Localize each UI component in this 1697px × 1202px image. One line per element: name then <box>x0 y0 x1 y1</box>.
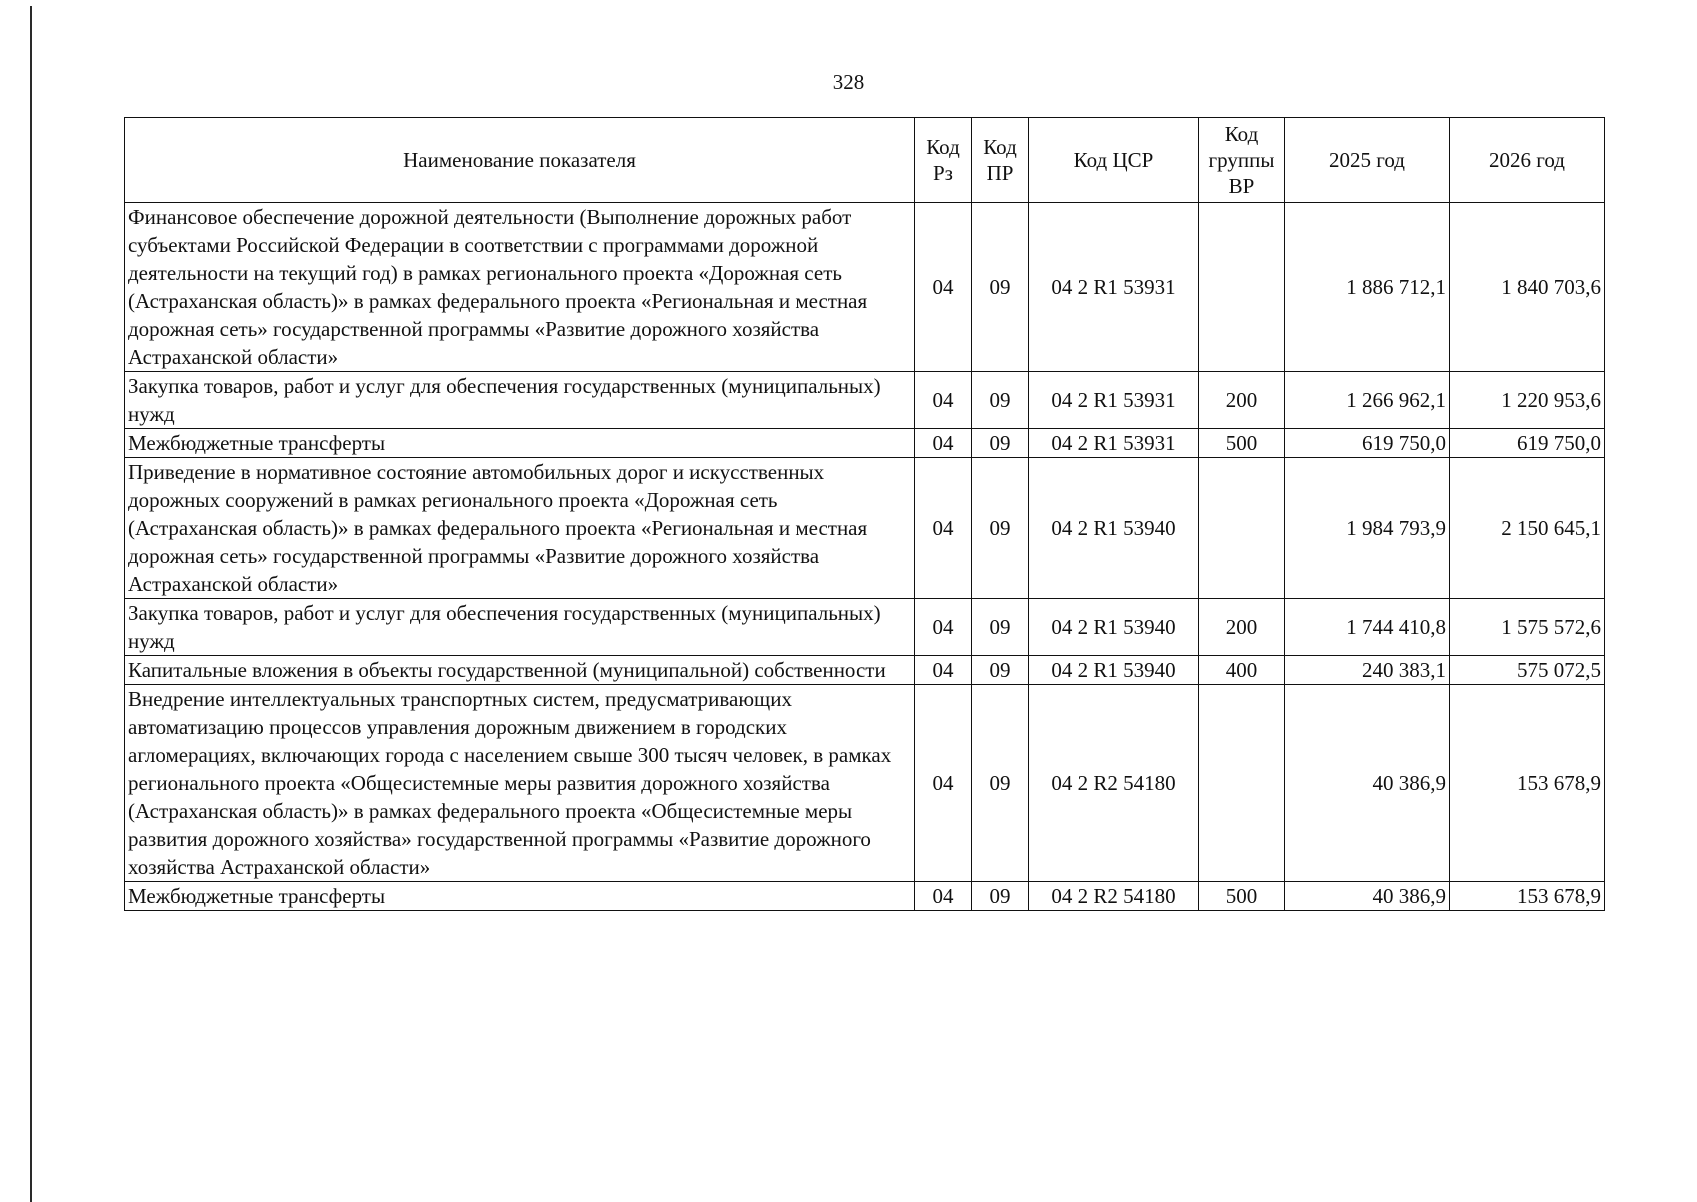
cell-csr: 04 2 R1 53931 <box>1029 203 1199 372</box>
cell-rz: 04 <box>915 882 972 911</box>
header-vr: Код группы ВР <box>1199 118 1285 203</box>
cell-name: Межбюджетные трансферты <box>125 429 915 458</box>
cell-2026: 1 575 572,6 <box>1450 599 1605 656</box>
cell-csr: 04 2 R1 53931 <box>1029 429 1199 458</box>
cell-csr: 04 2 R1 53940 <box>1029 599 1199 656</box>
cell-pr: 09 <box>972 203 1029 372</box>
table-row <box>125 203 1605 372</box>
cell-2025: 1 984 793,9 <box>1285 458 1450 599</box>
table-row <box>125 372 1605 429</box>
cell-rz: 04 <box>915 429 972 458</box>
table-header-row <box>125 118 1605 203</box>
cell-2026: 575 072,5 <box>1450 656 1605 685</box>
cell-csr: 04 2 R2 54180 <box>1029 685 1199 882</box>
cell-pr: 09 <box>972 599 1029 656</box>
cell-name: Закупка товаров, работ и услуг для обеспечения государственных (муниципальных) нужд <box>125 599 915 656</box>
cell-name: Приведение в нормативное состояние автомобильных дорог и искусственных дорожных сооружений в рамках регионального проекта «Дорожная сеть (Астраханская область)» в рамках федерального проекта «Региональная и местная дорожная сеть» государственной программы «Развитие дорожного хозяйства Астраханской области» <box>125 458 915 599</box>
cell-pr: 09 <box>972 429 1029 458</box>
cell-vr: 500 <box>1199 882 1285 911</box>
cell-2026: 153 678,9 <box>1450 882 1605 911</box>
cell-name: Закупка товаров, работ и услуг для обеспечения государственных (муниципальных) нужд <box>125 372 915 429</box>
cell-2025: 1 744 410,8 <box>1285 599 1450 656</box>
page-number: 328 <box>832 70 865 94</box>
cell-vr: 200 <box>1199 599 1285 656</box>
scan-edge-line <box>30 6 32 1202</box>
cell-2025: 240 383,1 <box>1285 656 1450 685</box>
cell-pr: 09 <box>972 882 1029 911</box>
cell-vr: 500 <box>1199 429 1285 458</box>
cell-2026: 153 678,9 <box>1450 685 1605 882</box>
cell-rz: 04 <box>915 685 972 882</box>
cell-csr: 04 2 R1 53931 <box>1029 372 1199 429</box>
table-row <box>125 429 1605 458</box>
cell-2025: 40 386,9 <box>1285 882 1450 911</box>
cell-rz: 04 <box>915 372 972 429</box>
cell-name: Межбюджетные трансферты <box>125 882 915 911</box>
cell-vr: 400 <box>1199 656 1285 685</box>
table-row <box>125 656 1605 685</box>
table-row <box>125 882 1605 911</box>
cell-pr: 09 <box>972 372 1029 429</box>
cell-2025: 1 886 712,1 <box>1285 203 1450 372</box>
cell-2025: 1 266 962,1 <box>1285 372 1450 429</box>
cell-name: Финансовое обеспечение дорожной деятельности (Выполнение дорожных работ субъектами Российской Федерации в соответствии с программами дорожной деятельности на текущий год) в рамках регионального проекта «Дорожная сеть (Астраханская область)» в рамках федерального проекта «Региональная и местная дорожная сеть» государственной программы «Развитие дорожного хозяйства Астраханской области» <box>125 203 915 372</box>
cell-pr: 09 <box>972 458 1029 599</box>
header-pr: Код ПР <box>972 118 1029 203</box>
cell-vr <box>1199 458 1285 599</box>
cell-vr <box>1199 203 1285 372</box>
budget-table <box>124 117 1605 911</box>
cell-2026: 2 150 645,1 <box>1450 458 1605 599</box>
cell-2026: 1 840 703,6 <box>1450 203 1605 372</box>
cell-name: Внедрение интеллектуальных транспортных систем, предусматривающих автоматизацию процессов управления дорожным движением в городских агломерациях, включающих города с населением свыше 300 тысяч человек, в рамках регионального проекта «Общесистемные меры развития дорожного хозяйства (Астраханская область)» в рамках федерального проекта «Общесистемные меры развития дорожного хозяйства» государственной программы «Развитие дорожного хозяйства Астраханской области» <box>125 685 915 882</box>
cell-vr <box>1199 685 1285 882</box>
cell-csr: 04 2 R2 54180 <box>1029 882 1199 911</box>
cell-name: Капитальные вложения в объекты государственной (муниципальной) собственности <box>125 656 915 685</box>
table-row <box>125 685 1605 882</box>
cell-vr: 200 <box>1199 372 1285 429</box>
cell-pr: 09 <box>972 685 1029 882</box>
cell-2026: 619 750,0 <box>1450 429 1605 458</box>
cell-csr: 04 2 R1 53940 <box>1029 458 1199 599</box>
table-row <box>125 599 1605 656</box>
cell-pr: 09 <box>972 656 1029 685</box>
table-row <box>125 458 1605 599</box>
cell-rz: 04 <box>915 203 972 372</box>
cell-csr: 04 2 R1 53940 <box>1029 656 1199 685</box>
cell-rz: 04 <box>915 656 972 685</box>
header-csr: Код ЦСР <box>1029 118 1199 203</box>
header-rz: Код Рз <box>915 118 972 203</box>
cell-rz: 04 <box>915 599 972 656</box>
header-2025: 2025 год <box>1285 118 1450 203</box>
header-2026: 2026 год <box>1450 118 1605 203</box>
cell-2025: 40 386,9 <box>1285 685 1450 882</box>
cell-rz: 04 <box>915 458 972 599</box>
header-name: Наименование показателя <box>125 118 915 203</box>
cell-2026: 1 220 953,6 <box>1450 372 1605 429</box>
cell-2025: 619 750,0 <box>1285 429 1450 458</box>
